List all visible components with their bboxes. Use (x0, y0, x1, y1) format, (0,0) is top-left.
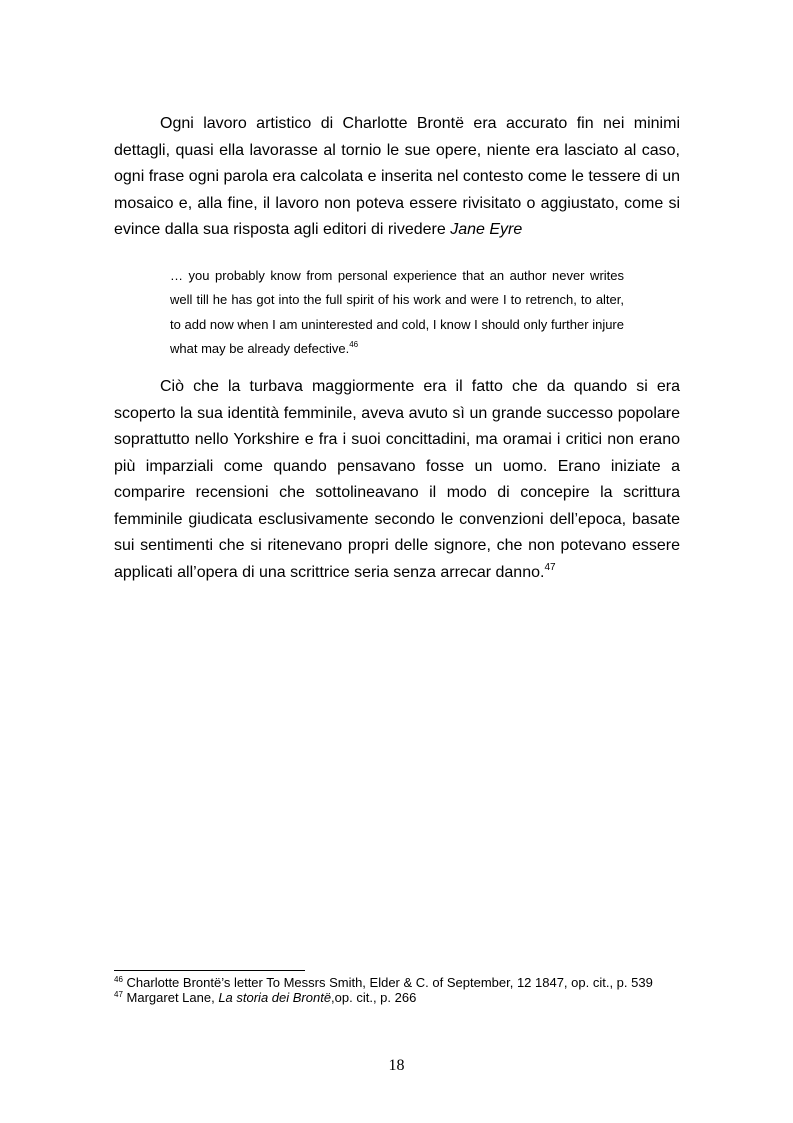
quote-text: … you probably know from personal experience that an author never writes well till he has got into the full spirit of his work and were I to retrench, to alter, to add now when I am uninterested and cold, I know I should only further injure what may be already defective. (170, 268, 624, 356)
footnotes (114, 975, 714, 1005)
block-quote (170, 264, 624, 361)
footnote-separator (114, 970, 305, 971)
footnote-author: Margaret Lane, (126, 990, 219, 1005)
book-title-jane-eyre: Jane Eyre (450, 221, 523, 238)
footnote-number: 47 (114, 990, 123, 999)
footnote-number: 46 (114, 975, 123, 984)
footnote-citation: ,op. cit., p. 266 (331, 990, 417, 1005)
paragraph-1-text: Ogni lavoro artistico di Charlotte Brontë era accurato fin nei minimi dettagli, quasi ella lavorasse al tornio le sue opere, niente era lasciato al caso, ogni frase ogni parola era calcolata e inserita nel contesto come le tessere di un mosaico e, alla fine, il lavoro non poteva essere rivisitato o aggiustato, come si evince dalla sua risposta agli editori di rivedere (114, 115, 680, 238)
paragraph-2-text: Ciò che la turbava maggiormente era il fatto che da quando si era scoperto la sua identità femminile, aveva avuto sì un grande successo popolare soprattutto nello Yorkshire e fra i suoi concittadini, ma oramai i critici non erano più imparziali come quando pensavano fosse un uomo. Erano iniziate a comparire recensioni che sottolineavano il modo di concepire la scrittura femminile giudicata esclusivamente secondo le convenzioni dell’epoca, basate sui sentimenti che si ritenevano propri delle signore, che non potevano essere applicati all’opera di una scrittrice seria senza arrecar danno. (114, 378, 680, 581)
footnote-46 (114, 975, 714, 990)
footnote-book-title: La storia dei Brontë (218, 990, 332, 1005)
body-paragraph-1 (114, 111, 680, 244)
page-number: 18 (388, 1057, 405, 1074)
footnote-text: Charlotte Brontë’s letter To Messrs Smith, Elder & C. of September, 12 1847, op. cit., p. 539 (126, 975, 653, 990)
footnote-ref-46: 46 (349, 339, 359, 349)
footnote-ref-47: 47 (544, 561, 556, 573)
footnote-47 (114, 990, 714, 1005)
body-paragraph-2 (114, 374, 680, 586)
